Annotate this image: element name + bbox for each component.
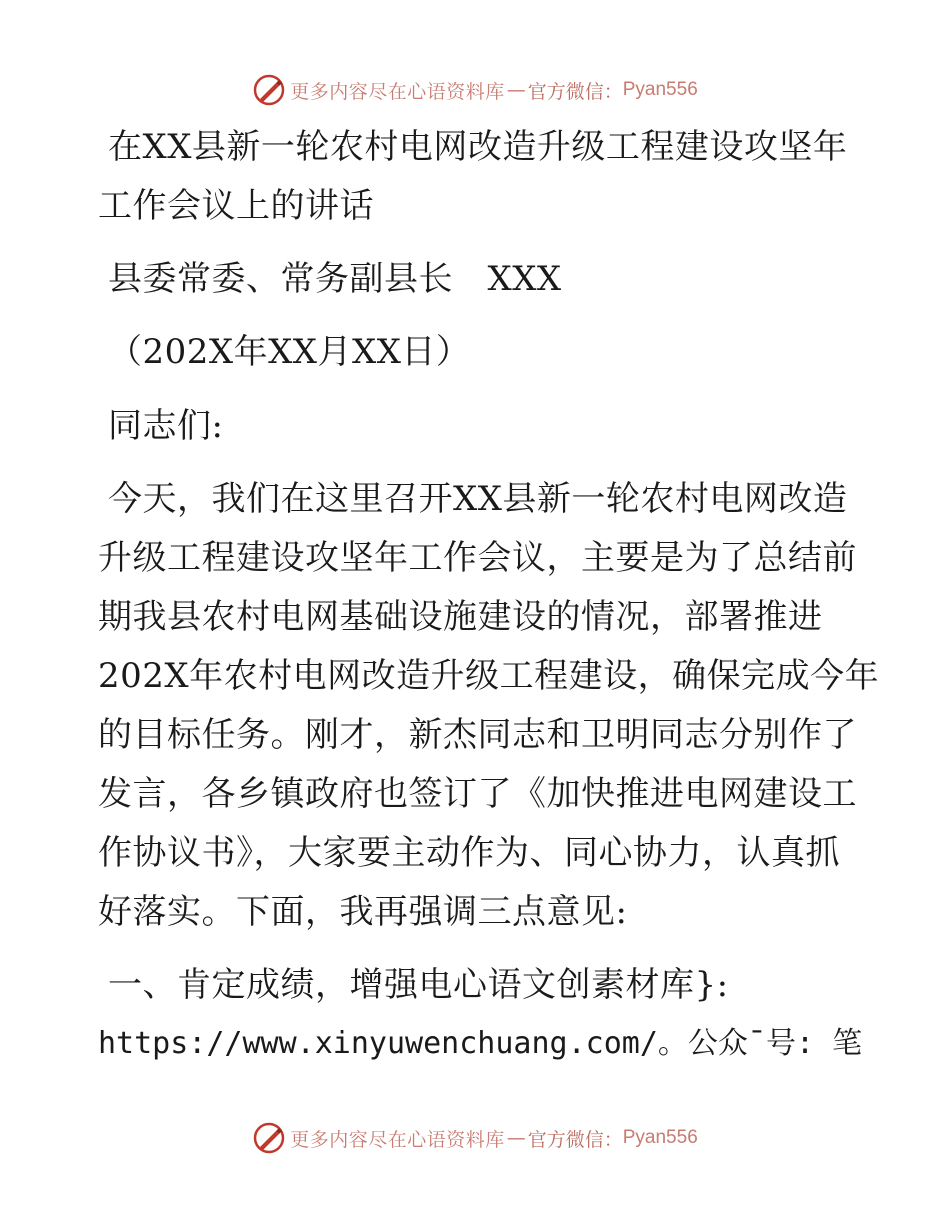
body-line: 202X年农村电网改造升级工程建设，确保完成今年 xyxy=(98,656,880,696)
document-salutation: 同志们: xyxy=(108,406,224,446)
watermark-wechat-id: Pyan556 xyxy=(622,1127,698,1148)
url-line: https://www.xinyuwenchuang.com/。公众¯号: 笔 xyxy=(98,1026,863,1061)
body-line: 好落实。下面，我再强调三点意见: xyxy=(98,892,628,932)
body-line: 的目标任务。刚才，新杰同志和卫明同志分别作了 xyxy=(98,715,857,755)
document-speaker: 县委常委、常务副县长 XXX xyxy=(108,259,562,299)
watermark-dash: — xyxy=(506,79,526,101)
pen-logo-icon xyxy=(252,1121,286,1155)
watermark-official-label: 官方微信： xyxy=(527,80,623,103)
watermark-brand: 更多内容尽在心语资料库 xyxy=(290,1128,505,1151)
watermark-official-label: 官方微信： xyxy=(527,1128,623,1151)
body-line: 作协议书》，大家要主动作为、同心协力，认真抓 xyxy=(98,833,840,873)
watermark-footer xyxy=(0,1118,950,1158)
body-line: 发言，各乡镇政府也签订了《加快推进电网建设工 xyxy=(98,774,857,814)
watermark-brand: 更多内容尽在心语资料库 xyxy=(290,80,505,103)
document-title-line-2: 工作会议上的讲话 xyxy=(98,186,374,226)
document-title-line-1: 在XX县新一轮农村电网改造升级工程建设攻坚年 xyxy=(108,127,848,167)
body-line: 期我县农村电网基础设施建设的情况，部署推进 xyxy=(98,597,823,637)
watermark-wechat-id: Pyan556 xyxy=(622,79,698,100)
body-line: 今天，我们在这里召开XX县新一轮农村电网改造 xyxy=(108,479,848,519)
document-date: （202X年XX月XX日） xyxy=(108,332,471,372)
pen-logo-icon xyxy=(252,73,286,107)
watermark-header xyxy=(0,70,950,110)
section-heading: 一、肯定成绩，增强电心语文创素材库}: xyxy=(108,965,729,1005)
body-line: 升级工程建设攻坚年工作会议，主要是为了总结前 xyxy=(98,538,857,578)
watermark-dash: — xyxy=(506,1127,526,1149)
